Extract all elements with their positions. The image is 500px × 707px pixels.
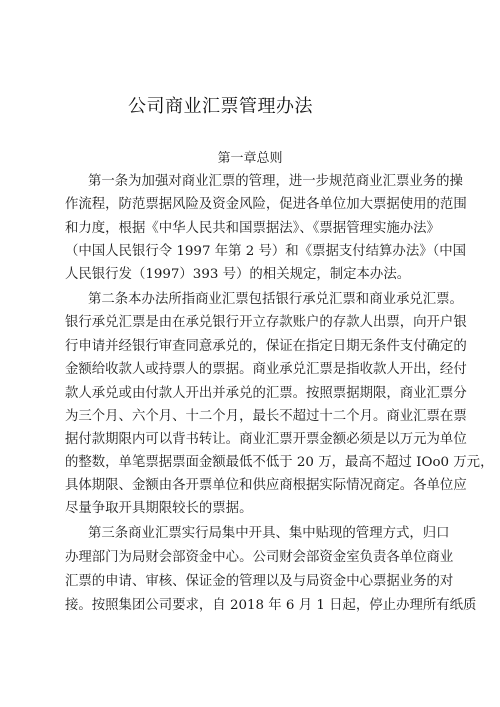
document-title: 公司商业汇票管理办法	[128, 96, 313, 117]
paragraph-line: 汇票的申请、审核、保证金的管理以及与局资金中心票据业务的对	[65, 574, 454, 589]
paragraph-line: 银行承兑汇票是由在承兑银行开立存款账户的存款人出票，向开户银	[65, 315, 467, 330]
paragraph-line: 行申请并经银行审查同意承兑的，保证在指定日期无条件支付确定的	[65, 339, 467, 354]
paragraph-line: 款人承兑或由付款人开出并承兑的汇票。按照票据期限，商业汇票分	[65, 386, 467, 401]
paragraph-line: 据付款期限内可以背书转让。商业汇票开票金额必须是以万元为单位	[65, 432, 467, 447]
paragraph-line: 第三条商业汇票实行局集中开具、集中贴现的管理方式，归口	[88, 526, 450, 541]
paragraph-line: （中国人民银行令 1997 年第 2 号）和《票据支付结算办法》（中国	[65, 244, 467, 259]
paragraph-line: 人民银行发（1997）393 号）的相关规定，制定本办法。	[65, 267, 411, 282]
paragraph-line: 尽量争取开具期限较长的票据。	[65, 501, 253, 516]
paragraph-line: 第一条为加强对商业汇票的管理，进一步规范商业汇票业务的操	[88, 174, 463, 189]
paragraph-line: 第二条本办法所指商业汇票包括银行承兑汇票和商业承兑汇票。	[88, 292, 463, 307]
chapter-heading: 第一章总则	[217, 151, 283, 166]
paragraph-line: 金额给收款人或持票人的票据。商业承兑汇票是指收款人开出，经付	[65, 362, 467, 377]
paragraph-line: 和力度，根据《中华人民共和国票据法》、《票据管理实施办法》	[65, 221, 440, 236]
paragraph-line: 办理部门为局财会部资金中心。公司财会部资金室负责各单位商业	[65, 550, 454, 565]
paragraph-line: 接。按照集团公司要求，自 2018 年 6 月 1 日起，停止办理所有纸质	[65, 598, 477, 613]
paragraph-line: 作流程，防范票据风险及资金风险，促进各单位加大票据使用的范围	[65, 197, 467, 212]
paragraph-line: 的整数，单笔票据票面金额最低不低于 20 万，最高不超过 IOo0 万元，	[65, 455, 494, 470]
paragraph-line: 为三个月、六个月、十二个月，最长不超过十二个月。商业汇票在票	[65, 409, 467, 424]
paragraph-line: 具体期限、金额由各开票单位和供应商根据实际情况商定。各单位应	[65, 478, 467, 493]
